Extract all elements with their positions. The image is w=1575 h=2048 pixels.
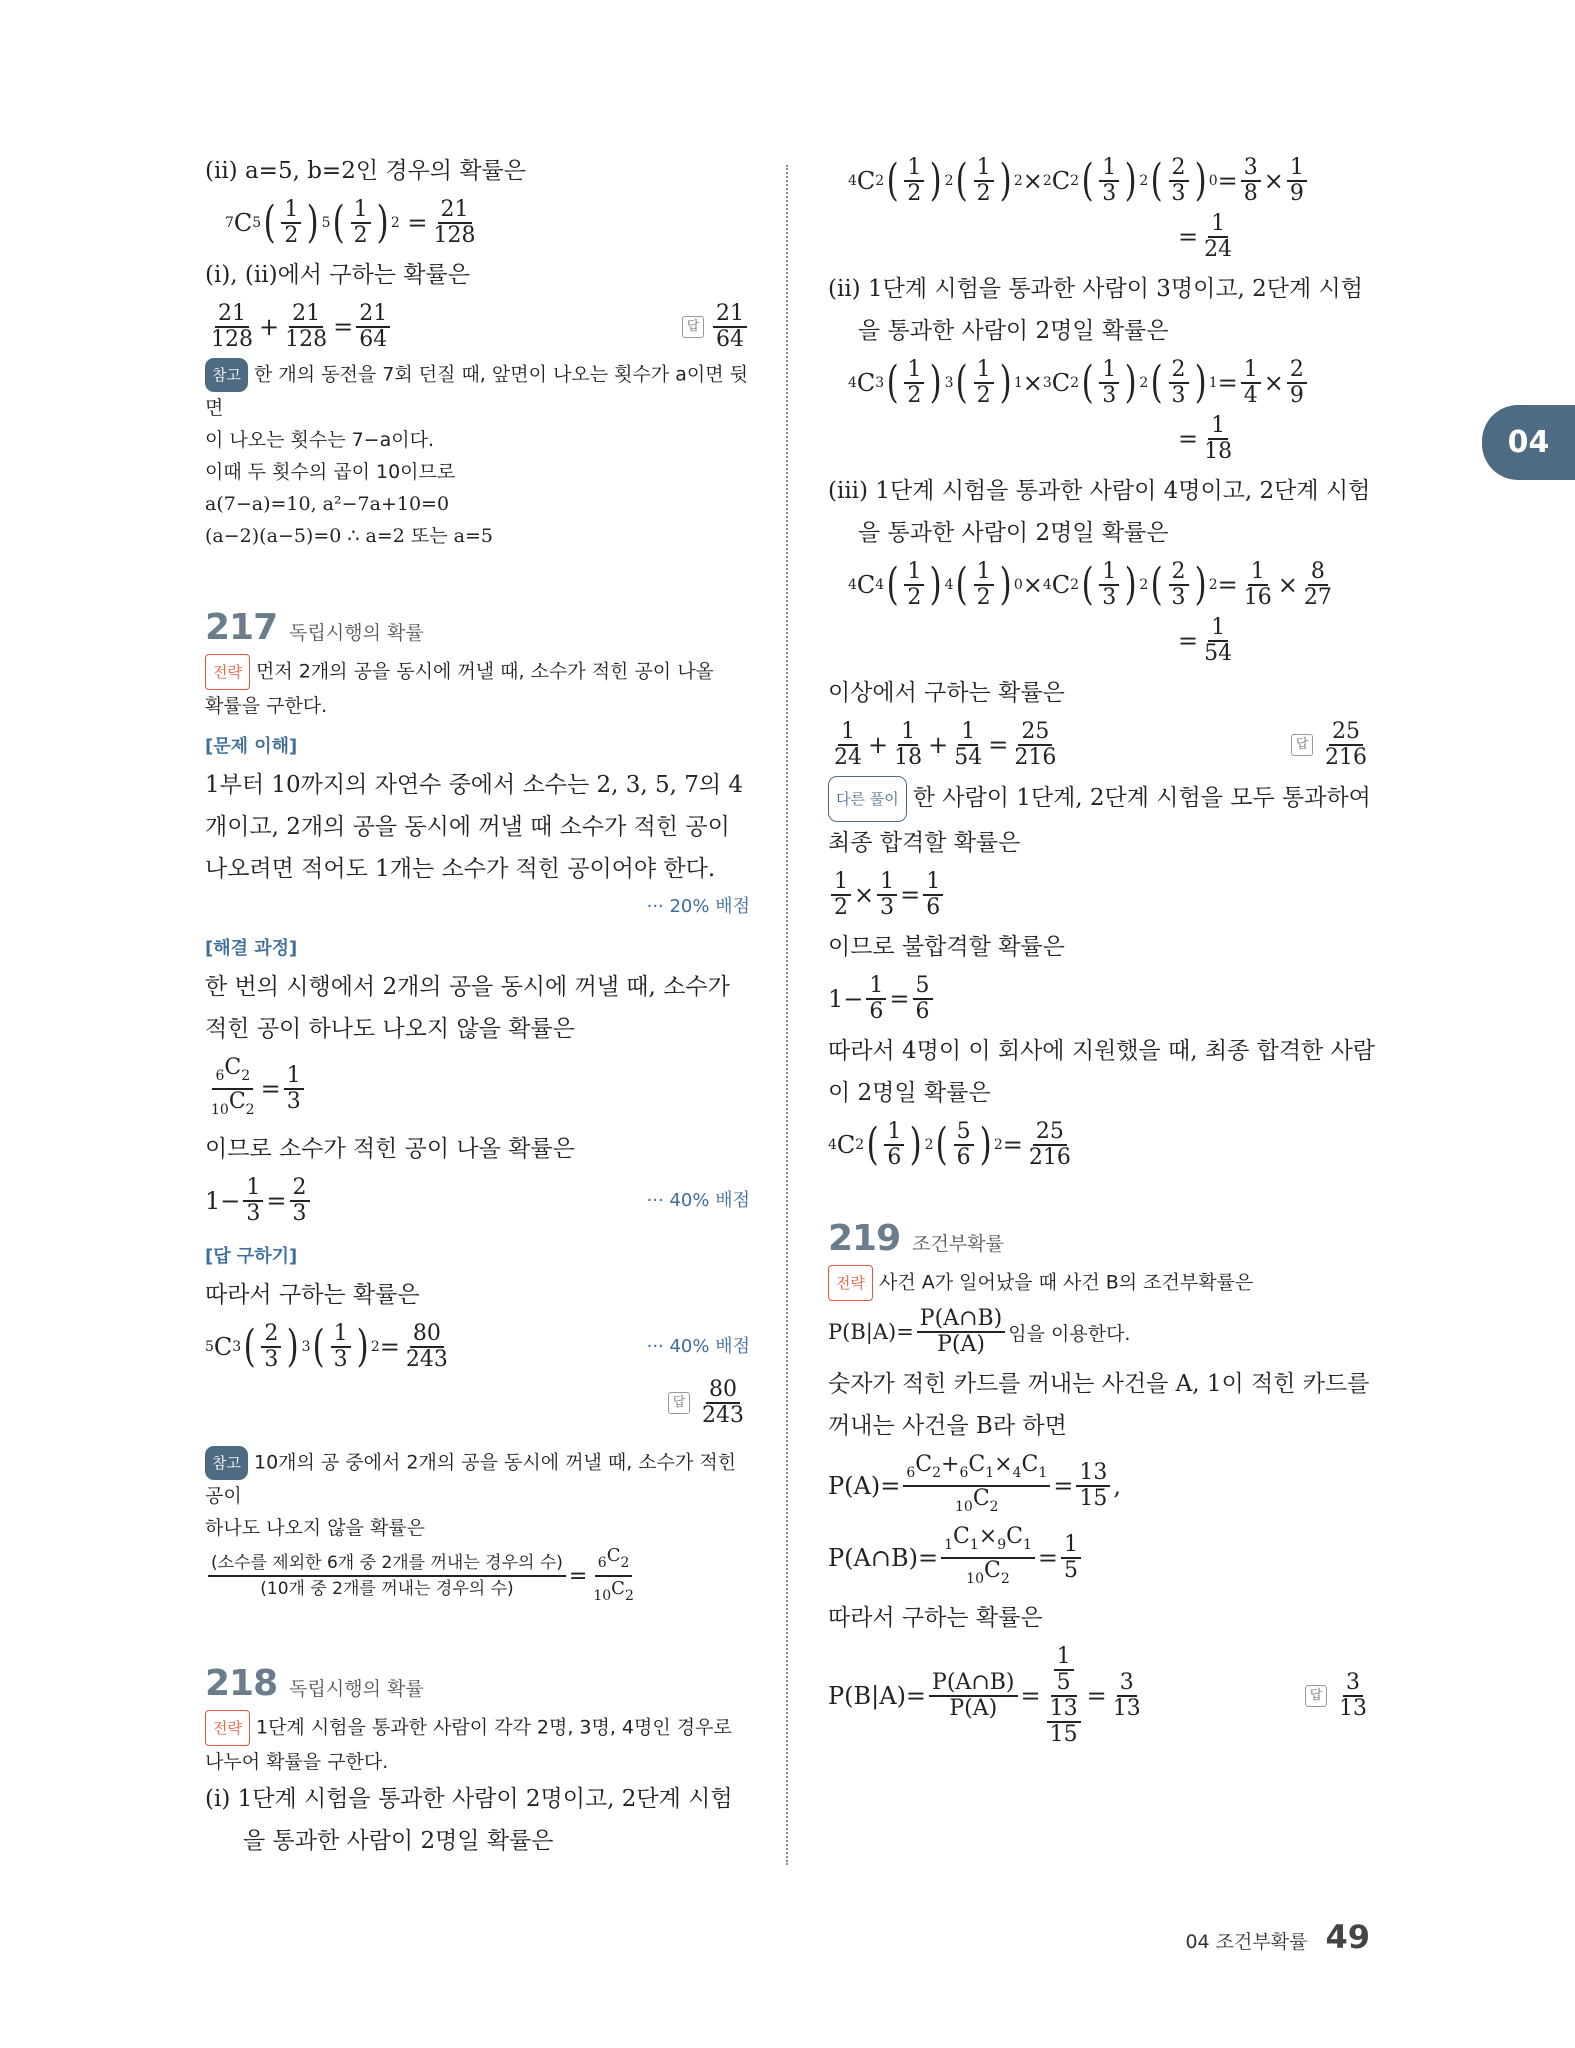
strategy-badge: 전략 [205, 654, 250, 690]
problem-number: 217 [205, 607, 278, 648]
note-badge: 참고 [205, 358, 248, 392]
sum-row-216: $\frac{21}{128}$ + $\frac{21}{128}$ = $\frac{21}{64}$ 답 $\frac{21}{64}$ [205, 296, 750, 358]
section-solving-process: [해결 과정] [205, 938, 298, 959]
final-219-row: P(B|A)= $\frac{P(A\cap B)}{P(A)}$ = $\frac{\frac{1}{5}}{\frac{13}{15}}$ = $\frac{3}{13}$ 답 $\frac{3}{13}$ [828, 1639, 1373, 1753]
body-line-2: 꺼내는 사건을 B라 하면 [828, 1413, 1067, 1439]
formula-216-case-ii: 7 C 5 ( $\frac{1}{2}$ ) 5 ( $\frac{1}{2}$ ) 2 = $\frac{21}{128}$ [225, 197, 476, 248]
formula-pab: P(A∩B)= $\frac{_1C_1\times_9C_1}{_{10}C_2}$ = $\frac{1}{5}$ [828, 1525, 1373, 1591]
left-column [205, 150, 750, 1862]
page-number: 49 [1325, 1918, 1370, 1956]
weight-40-b: ··· 40% 배점 [646, 1336, 750, 1357]
section-answer: [답 구하기] [205, 1246, 298, 1267]
alt-final-formula: 4 C 2 ( $\frac{1}{6}$ ) 2 ( $\frac{5}{6}$ ) 2 = $\frac{25}{216}$ [828, 1119, 1071, 1170]
formula-218-case-i: 4 C 2 ( $\frac{1}{2}$ ) 2 ( $\frac{1}{2}$ ) 2 × 2 C 2 ( $\frac{1}{3}$ ) 2 ( $\frac{2}{3}$ ) 0 = $\frac{3}{8}$ × $\frac{1}{9}$ [848, 156, 1373, 206]
section-problem-understanding: [문제 이해] [205, 736, 298, 757]
sec1-line-2: 개이고, 2개의 공을 동시에 꺼낼 때 소수가 적힌 공이 [205, 814, 730, 840]
problem-217-header [205, 607, 750, 648]
column-divider [786, 165, 788, 1865]
body-line-1: 숫자가 적힌 카드를 꺼내는 사건을 A, 1이 적힌 카드를 [828, 1371, 1370, 1397]
case-i-line-2: 을 통과한 사람이 2명일 확률은 [243, 1828, 554, 1854]
case-iii-result: = $\frac{1}{54}$ [1178, 615, 1233, 666]
final-217-row: 5 C 3 ( $\frac{2}{3}$ ) 3 ( $\frac{1}{3}$ ) 2 = $\frac{80}{243}$ ··· 40% 배점 [205, 1321, 750, 1372]
problem-title: 독립시행의 확률 [289, 1678, 424, 1700]
alt-end-line-1: 따라서 4명이 이 회사에 지원했을 때, 최종 합격한 사람 [828, 1038, 1376, 1064]
answer-mark-icon: 답 [1305, 1685, 1327, 1707]
case-ii-result: = $\frac{1}{18}$ [1178, 413, 1233, 464]
formula-218-case-ii: 4 C 3 ( $\frac{1}{2}$ ) 3 ( $\frac{1}{2}$ ) 1 × 3 C 2 ( $\frac{1}{3}$ ) 2 ( $\frac{2}{3}$ ) 1 = $\frac{1}{4}$ × $\frac{2}{9}$ [848, 358, 1373, 408]
footer-chapter: 04 조건부확률 [1185, 1931, 1308, 1953]
case-ii-line-1: (ii) 1단계 시험을 통과한 사람이 3명이고, 2단계 시험 [828, 276, 1363, 302]
sec2-line-1: 한 번의 시행에서 2개의 공을 동시에 꺼낼 때, 소수가 [205, 974, 730, 1000]
sec2-mid: 이므로 소수가 적힌 공이 나올 확률은 [205, 1136, 575, 1162]
alt-mid: 이므로 불합격할 확률은 [828, 934, 1065, 960]
note-217-fraction: $\frac{\text{(소수를 제외한 6개 중 2개를 꺼내는 경우의 수)}}{\text{(10개 중 2개를 꺼내는 경우의 수)}}$ = $\frac{_6C_2}{_{10}C_2}$ [205, 1544, 750, 1608]
problem-number: 218 [205, 1663, 278, 1704]
formula-no-prime: $\frac{_6C_2}{_{10}C_2}$ = $\frac{1}{3}$ [205, 1056, 750, 1122]
sec1-line-3: 나오려면 적어도 1개는 소수가 적힌 공이어야 한다. [205, 856, 716, 882]
case-iii-line-1: (iii) 1단계 시험을 통과한 사람이 4명이고, 2단계 시험 [828, 478, 1371, 504]
conditional-prob-def: P(B|A)= $\frac{P(A\cap B)}{P(A)}$ 임을 이용한다. [828, 1306, 1131, 1357]
alt-formula-fail: 1− $\frac{1}{6}$ = $\frac{5}{6}$ [828, 974, 1373, 1024]
alt-end-line-2: 이 2명일 확률은 [828, 1080, 991, 1106]
page-footer [1185, 1918, 1370, 1956]
case-ii-line-2: 을 통과한 사람이 2명일 확률은 [858, 318, 1169, 344]
note-216: 참고 한 개의 동전을 7회 던질 때, 앞면이 나오는 횟수가 a이면 뒷면 이 나오는 횟수는 7−a이다. 이때 두 횟수의 곱이 10이므로 a(7−a)=10, a²−7a+10=0 (a−2)(a−5)=0 ∴ a=2 또는 a=5 [205, 358, 750, 552]
alt-solution-badge: 다른 풀이 [828, 776, 907, 822]
note-217: 참고 10개의 공 중에서 2개의 공을 동시에 꺼낼 때, 소수가 적힌 공이 하나도 나오지 않을 확률은 [205, 1446, 750, 1544]
right-column [828, 150, 1376, 1753]
case-i-line-1: (i) 1단계 시험을 통과한 사람이 2명이고, 2단계 시험 [205, 1786, 733, 1812]
strategy-badge: 전략 [205, 1710, 250, 1746]
weight-20: ··· 20% 배점 [646, 896, 750, 917]
alt-line-2: 최종 합격할 확률은 [828, 830, 1021, 856]
answer-217: 답 $\frac{80}{243}$ [205, 1378, 750, 1428]
problem-number: 219 [828, 1218, 901, 1259]
conclusion-219: 따라서 구하는 확률은 [828, 1605, 1043, 1631]
prime-prob-row: 1− $\frac{1}{3}$ = $\frac{2}{3}$ ··· 40% 배점 [205, 1175, 750, 1226]
answer-218: 답 $\frac{25}{216}$ [1291, 720, 1373, 770]
case-ii-intro: (ii) a=5, b=2인 경우의 확률은 [205, 158, 526, 184]
sec3-line: 따라서 구하는 확률은 [205, 1282, 420, 1308]
answer-mark-icon: 답 [668, 1392, 690, 1414]
strategy-217: 전략 먼저 2개의 공을 동시에 꺼낼 때, 소수가 적힌 공이 나올 확률을 구한다. [205, 654, 750, 722]
formula-218-case-iii: 4 C 4 ( $\frac{1}{2}$ ) 4 ( $\frac{1}{2}$ ) 0 × 4 C 2 ( $\frac{1}{3}$ ) 2 ( $\frac{2}{3}$ ) 2 = $\frac{1}{16}$ × $\frac{8}{27}$ [848, 559, 1332, 610]
strategy-219: 전략 사건 A가 일어났을 때 사건 B의 조건부확률은 [828, 1265, 1373, 1301]
answer-mark-icon: 답 [682, 316, 704, 338]
answer-216: 답 $\frac{21}{64}$ [682, 302, 750, 352]
problem-title: 독립시행의 확률 [289, 622, 424, 644]
sum-row-218: $\frac{1}{24}$ + $\frac{1}{18}$ + $\frac{1}{54}$ = $\frac{25}{216}$ 답 $\frac{25}{216}$ [828, 714, 1373, 776]
sum-intro-218: 이상에서 구하는 확률은 [828, 680, 1065, 706]
note-badge: 참고 [205, 1446, 248, 1480]
sum-intro: (i), (ii)에서 구하는 확률은 [205, 262, 470, 288]
sec1-line-1: 1부터 10까지의 자연수 중에서 소수는 2, 3, 5, 7의 4 [205, 772, 744, 798]
alt-solution: 다른 풀이 한 사람이 1단계, 2단계 시험을 모두 통과하여 [828, 776, 1373, 822]
strategy-badge: 전략 [828, 1265, 873, 1301]
case-i-result: = $\frac{1}{24}$ [1178, 211, 1233, 262]
problem-219-header [828, 1218, 1373, 1259]
weight-40-a: ··· 40% 배점 [646, 1190, 750, 1211]
problem-title: 조건부확률 [912, 1233, 1004, 1255]
problem-218-header [205, 1663, 750, 1704]
sec2-line-2: 적힌 공이 하나도 나오지 않을 확률은 [205, 1016, 575, 1042]
answer-219: 답 $\frac{3}{13}$ [1305, 1671, 1373, 1721]
formula-pa: P(A)= $\frac{_6C_2+_6C_1\times_4C_1}{_{10}C_2}$ = $\frac{13}{15}$ , [828, 1452, 1122, 1515]
case-iii-line-2: 을 통과한 사람이 2명일 확률은 [858, 520, 1169, 546]
strategy-218: 전략 1단계 시험을 통과한 사람이 각각 2명, 3명, 4명인 경우로 나누어 확률을 구한다. [205, 1710, 750, 1778]
answer-mark-icon: 답 [1291, 734, 1313, 756]
alt-formula-pass: $\frac{1}{2}$ × $\frac{1}{3}$ = $\frac{1}{6}$ [828, 870, 1373, 920]
chapter-side-tab: 04 [1482, 405, 1575, 480]
